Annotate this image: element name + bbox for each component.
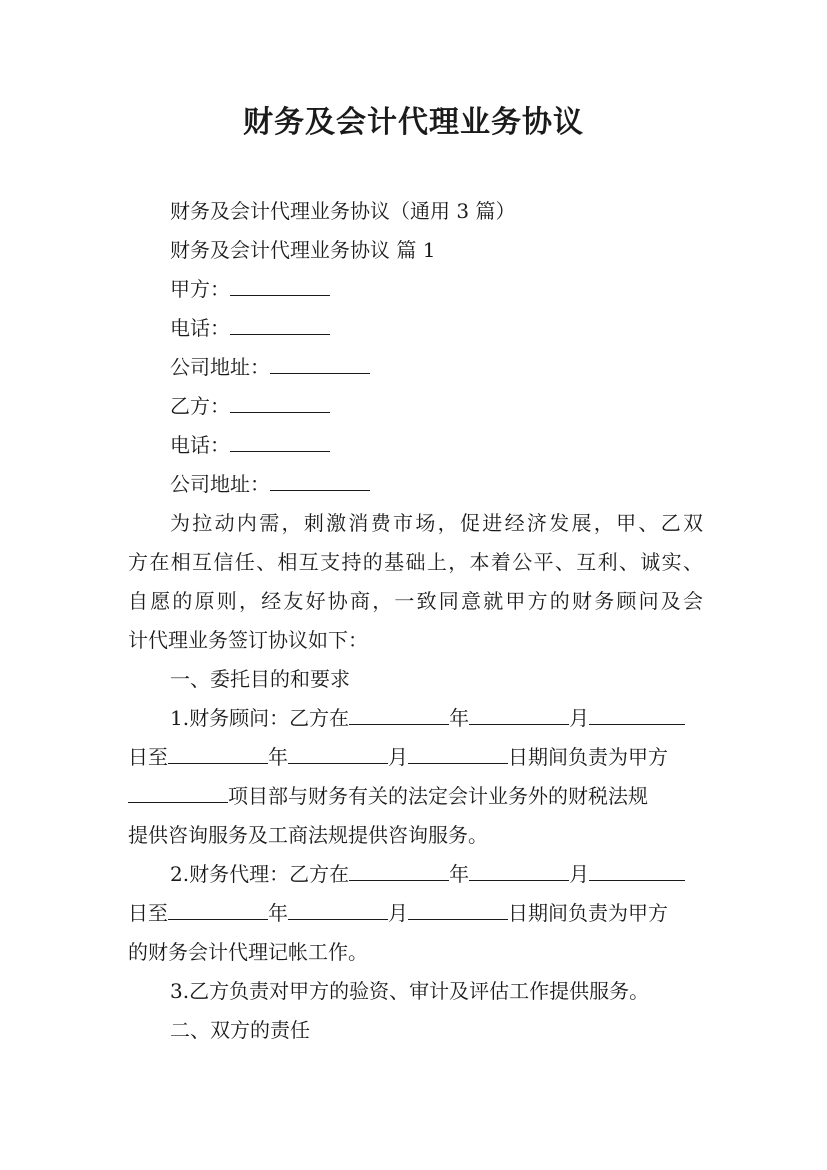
paragraph-line: 自愿的原则，经友好协商，一致同意就甲方的财务顾问及会 — [128, 589, 703, 613]
fill-blank — [408, 901, 508, 920]
fill-blank — [469, 862, 569, 881]
month-label: 月 — [388, 901, 408, 925]
subtitle-line: 财务及会计代理业务协议（通用 3 篇） — [170, 199, 516, 223]
clause-text: 日至 — [128, 745, 168, 769]
clause-line — [128, 744, 703, 770]
year-label: 年 — [268, 901, 288, 925]
paragraph-line: 为拉动内需，刺激消费市场，促进经济发展，甲、乙双 — [170, 511, 703, 535]
clause-line: 提供咨询服务及工商法规提供咨询服务。 — [128, 823, 488, 847]
fill-blank — [270, 355, 370, 374]
fill-blank — [408, 745, 508, 764]
fill-blank — [589, 862, 685, 881]
clause-line — [128, 783, 703, 809]
field-label: 乙方： — [170, 394, 230, 418]
clause-text: 日期间负责为甲方 — [508, 901, 668, 925]
document-title: 财务及会计代理业务协议 — [243, 105, 584, 140]
clause-line — [128, 900, 703, 926]
clause-line — [170, 705, 703, 731]
year-label: 年 — [268, 745, 288, 769]
clause-text: 项目部与财务有关的法定会计业务外的财税法规 — [228, 784, 648, 808]
fill-blank — [288, 745, 388, 764]
fill-blank — [128, 784, 228, 803]
field-label: 电话： — [170, 433, 230, 457]
party-a-address-field — [170, 354, 703, 380]
section-heading: 财务及会计代理业务协议 篇 1 — [170, 238, 436, 262]
month-label: 月 — [569, 862, 590, 886]
clause-heading: 二、双方的责任 — [170, 1018, 310, 1042]
fill-blank — [349, 706, 449, 725]
fill-blank — [168, 901, 268, 920]
clause-line: 3.乙方负责对甲方的验资、审计及评估工作提供服务。 — [170, 979, 650, 1003]
fill-blank — [230, 277, 330, 296]
clause-line — [170, 861, 703, 887]
clause-text: 日至 — [128, 901, 168, 925]
fill-blank — [230, 316, 330, 335]
paragraph-line: 计代理业务签订协议如下： — [128, 628, 368, 652]
fill-blank — [270, 472, 370, 491]
field-label: 公司地址： — [170, 472, 270, 496]
fill-blank — [168, 745, 268, 764]
party-b-address-field — [170, 471, 703, 497]
fill-blank — [349, 862, 449, 881]
year-label: 年 — [449, 706, 470, 730]
party-a-phone-field — [170, 315, 703, 341]
party-b-phone-field — [170, 432, 703, 458]
clause-text: 2.财务代理：乙方在 — [170, 862, 350, 886]
fill-blank — [469, 706, 569, 725]
month-label: 月 — [569, 706, 590, 730]
field-label: 公司地址： — [170, 355, 270, 379]
clause-line: 的财务会计代理记帐工作。 — [128, 940, 368, 964]
fill-blank — [288, 901, 388, 920]
month-label: 月 — [388, 745, 408, 769]
year-label: 年 — [449, 862, 470, 886]
party-b-field — [170, 393, 703, 419]
fill-blank — [230, 433, 330, 452]
party-a-field — [170, 276, 703, 302]
field-label: 电话： — [170, 316, 230, 340]
clause-text: 日期间负责为甲方 — [508, 745, 668, 769]
paragraph-line: 方在相互信任、相互支持的基础上，本着公平、互利、诚实、 — [128, 550, 703, 574]
clause-text: 1.财务顾问：乙方在 — [170, 706, 350, 730]
fill-blank — [589, 706, 685, 725]
clause-heading: 一、委托目的和要求 — [170, 667, 350, 691]
field-label: 甲方： — [170, 277, 230, 301]
fill-blank — [230, 394, 330, 413]
